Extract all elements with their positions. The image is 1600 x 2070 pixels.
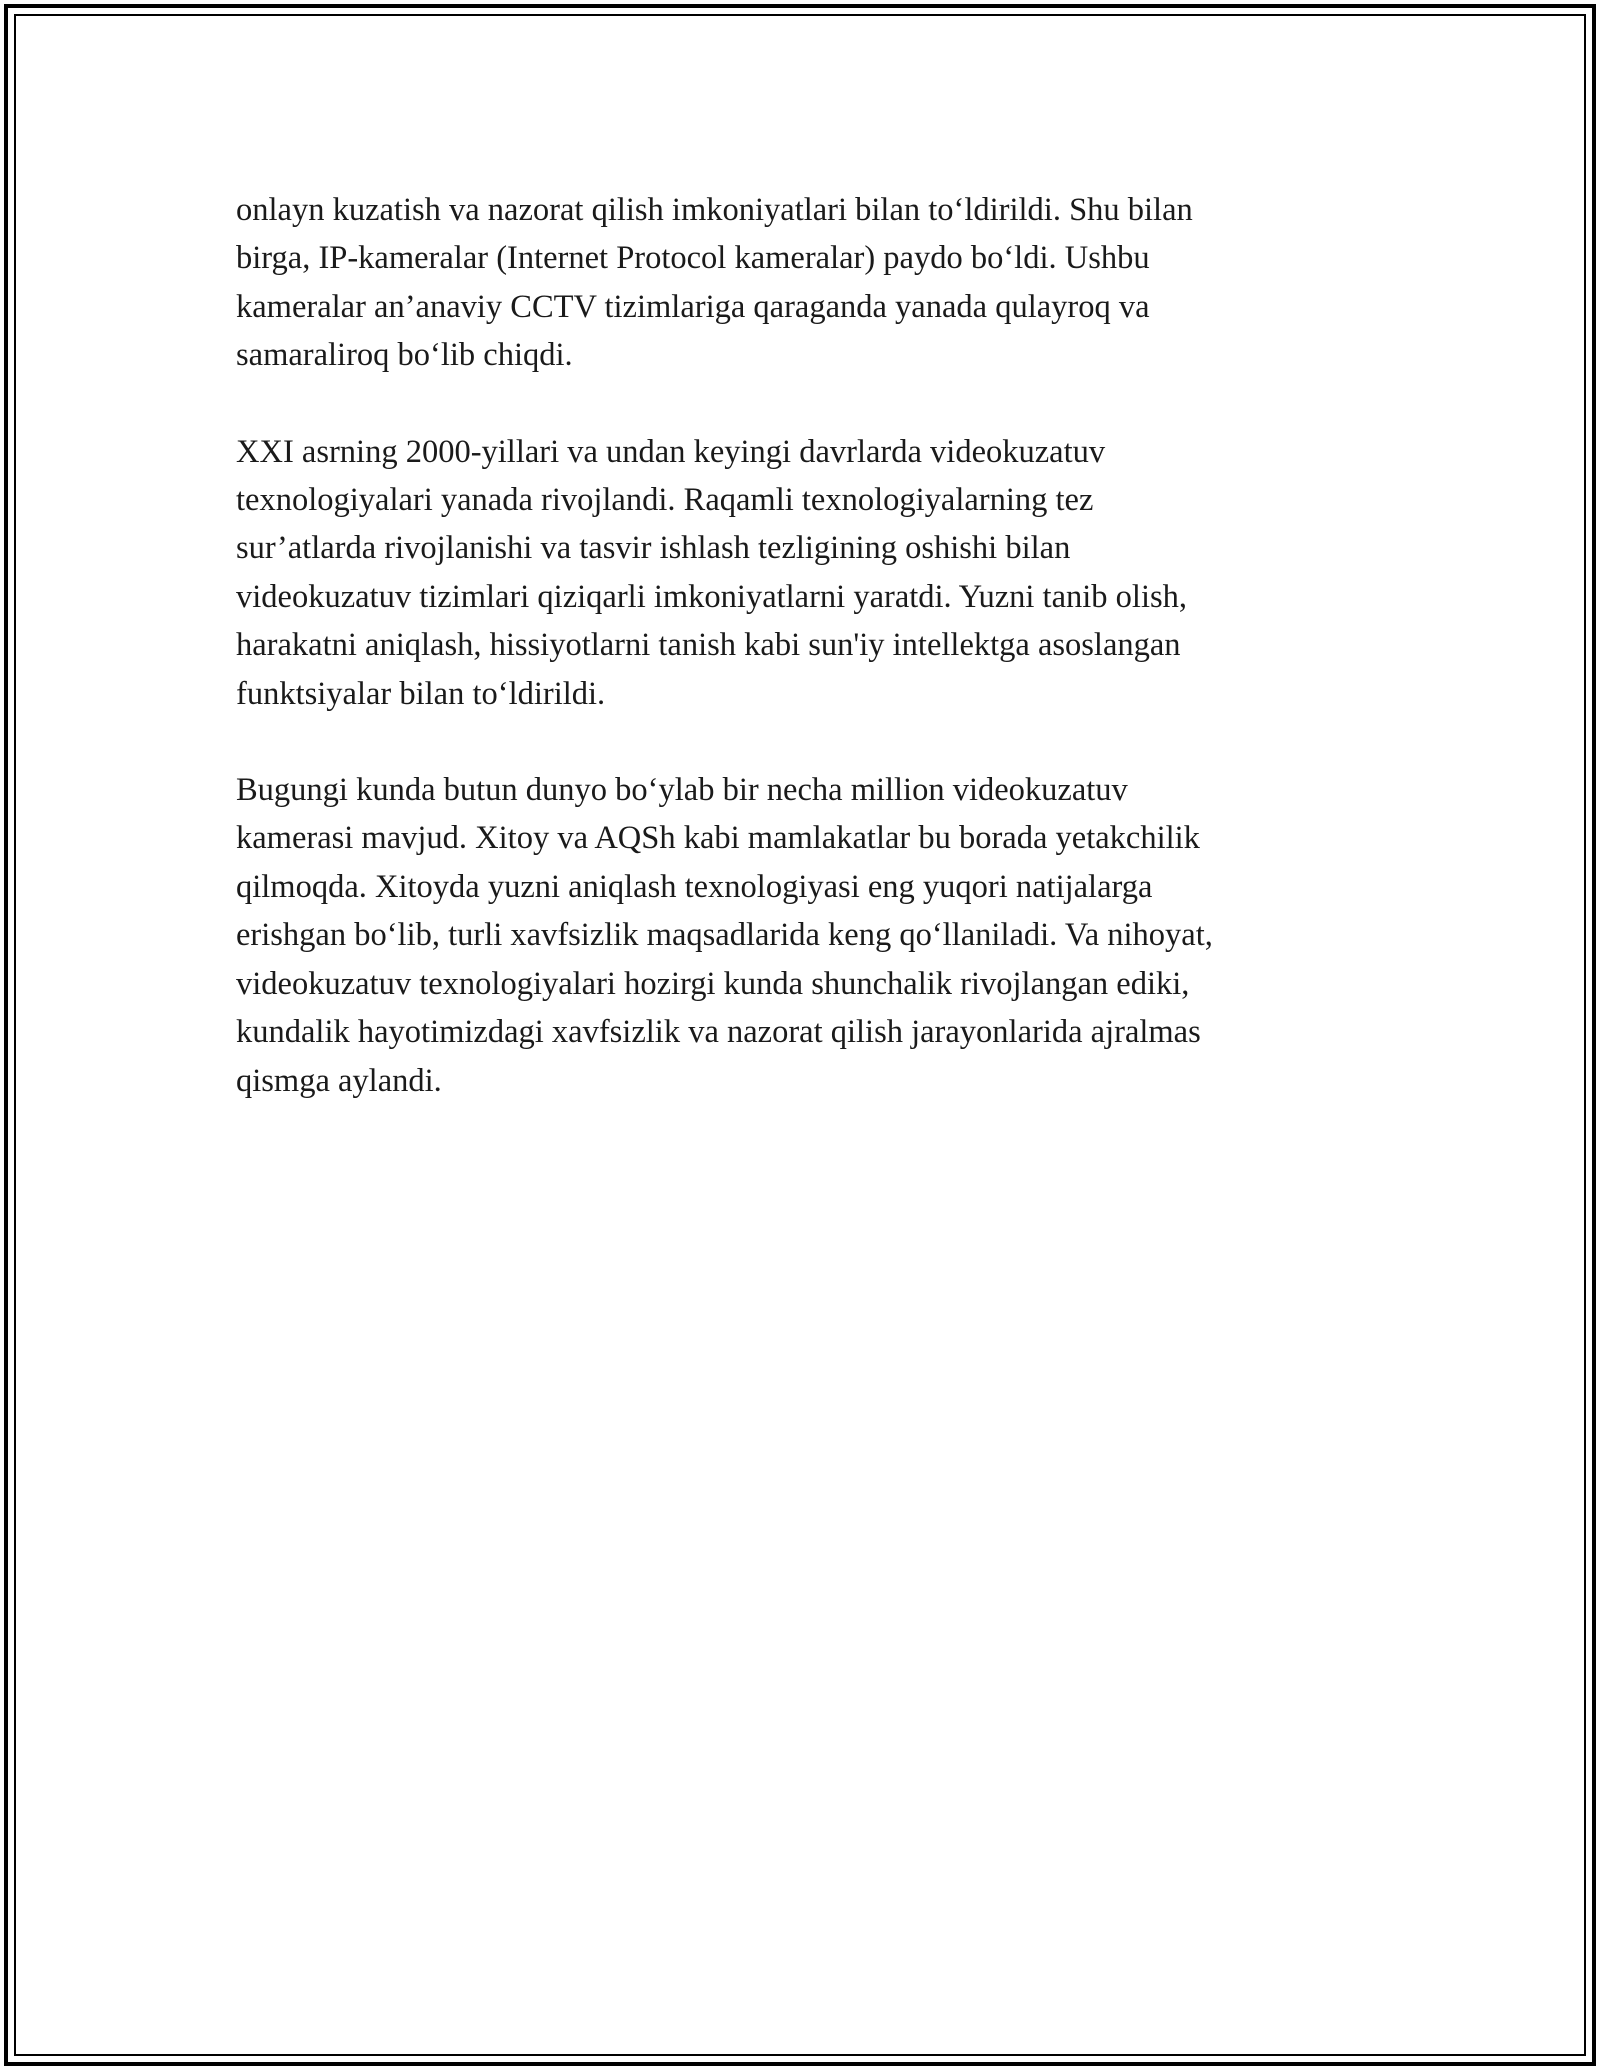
document-body <box>236 186 1366 1153</box>
paragraph-ip-cameras: onlayn kuzatish va nazorat qilish imkoniyatlari bilan to‘ldirildi. Shu bilan birga, IP-kameralar (Internet Protocol kameralar) paydo bo‘ldi. Ushbu kameralar an’anaviy CCTV tizimlariga qaraganda yanada qulayroq va samaraliroq bo‘lib chiqdi. <box>236 192 1193 374</box>
paragraph-today: Bugungi kunda butun dunyo bo‘ylab bir necha million videokuzatuv kamerasi mavjud. Xitoy va AQSh kabi mamlakatlar bu borada yetakchilik qilmoqda. Xitoyda yuzni aniqlash texnologiyasi eng yuqori natijalarga erishgan bo‘lib, turli xavfsizlik maqsadlarida keng qo‘llaniladi. Va nihoyat, videokuzatuv texnologiyalari hozirgi kunda shunchalik rivojlangan ediki, kundalik hayotimizdagi xavfsizlik va nazorat qilish jarayonlarida ajralmas qismga aylandi. <box>236 772 1213 1099</box>
paragraph-21st-century: XXI asrning 2000-yillari va undan keyingi davrlarda videokuzatuv texnologiyalari yanada rivojlandi. Raqamli texnologiyalarning tez sur’atlarda rivojlanishi va tasvir ishlash tezligining oshishi bilan videokuzatuv tizimlari qiziqarli imkoniyatlarni yaratdi. Yuzni tanib olish, harakatni aniqlash, hissiyotlarni tanish kabi sun'iy intellektga asoslangan funktsiyalar bilan to‘ldirildi. <box>236 433 1187 712</box>
